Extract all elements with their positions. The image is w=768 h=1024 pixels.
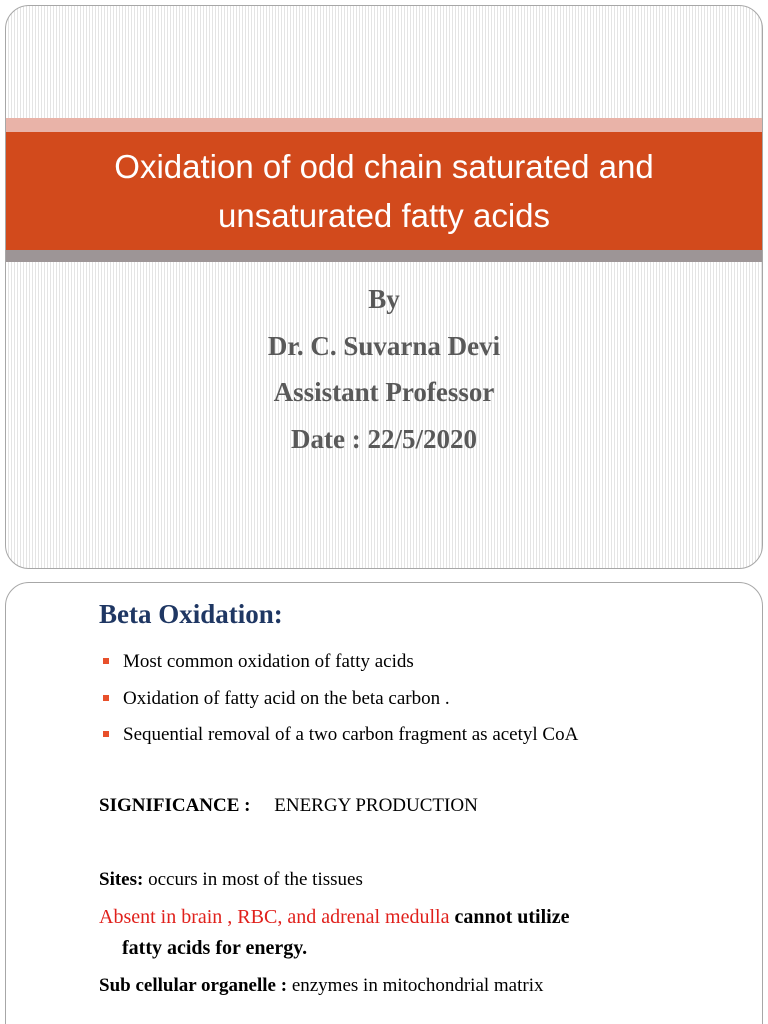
square-bullet-icon <box>103 658 109 664</box>
absent-line-continued: fatty acids for energy. <box>122 937 308 959</box>
sites-line <box>99 869 363 891</box>
title-band <box>6 132 762 250</box>
significance-value: ENERGY PRODUCTION <box>274 795 478 816</box>
slide-title-line2: unsaturated fatty acids <box>217 197 551 234</box>
slide-title <box>34 142 734 241</box>
title-band-top-stripe <box>6 118 762 132</box>
presentation-date: Date : 22/5/2020 <box>291 423 477 454</box>
list-item <box>101 722 578 759</box>
author-position: Assistant Professor <box>273 377 495 407</box>
by-label: By <box>368 284 400 314</box>
organelle-value: enzymes in mitochondrial matrix <box>291 975 544 996</box>
title-slide <box>5 5 763 569</box>
content-slide <box>5 582 763 1024</box>
significance-line <box>99 795 478 817</box>
author-name: Dr. C. Suvarna Devi <box>267 330 501 361</box>
organelle-label: Sub cellular organelle : <box>99 975 288 996</box>
cannot-utilize-text: cannot utilize <box>454 906 570 928</box>
bullet-text: Oxidation of fatty acid on the beta carbon . <box>123 687 450 709</box>
slide-heading: Beta Oxidation: <box>99 599 283 629</box>
title-band-bottom-stripe <box>6 250 762 262</box>
absent-line <box>99 906 569 929</box>
square-bullet-icon <box>103 695 109 701</box>
slide-title-line1: Oxidation of odd chain saturated and <box>114 147 654 185</box>
absent-text: Absent in brain , RBC, and adrenal medulla <box>99 906 450 928</box>
square-bullet-icon <box>103 731 109 737</box>
bullet-text: Most common oxidation of fatty acids <box>123 651 414 672</box>
sites-value: occurs in most of the tissues <box>148 869 363 890</box>
list-item <box>101 686 578 723</box>
bullet-list <box>101 649 578 759</box>
bullet-text: Sequential removal of a two carbon fragment as acetyl CoA <box>123 724 579 745</box>
sites-label: Sites: <box>99 869 144 890</box>
organelle-line <box>99 975 544 997</box>
significance-label: SIGNIFICANCE : <box>99 795 251 816</box>
list-item <box>101 649 578 686</box>
author-block <box>6 276 762 462</box>
